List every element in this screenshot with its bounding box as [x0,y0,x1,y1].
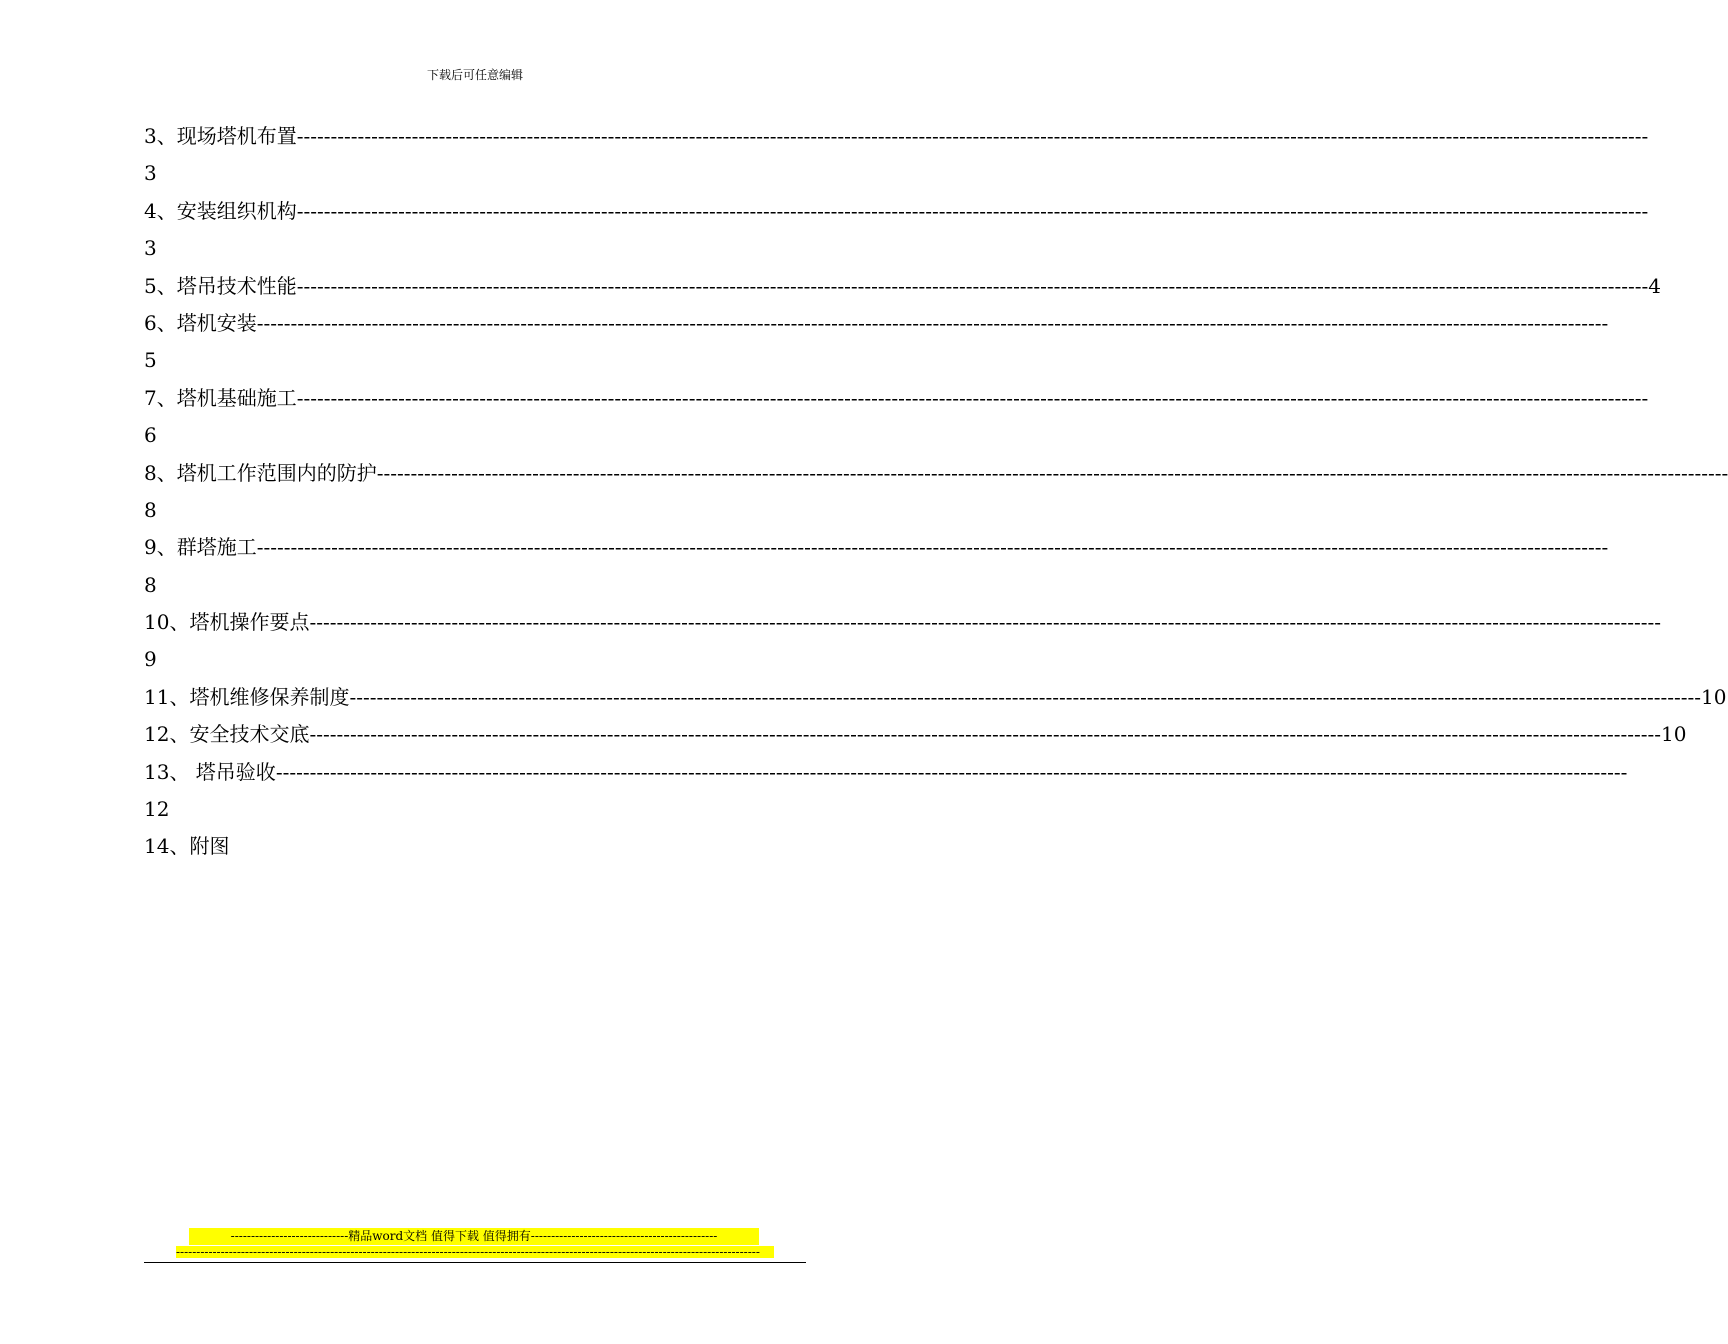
toc-entry-page: 10 [1701,684,1727,709]
toc-entry-title: 10、塔机操作要点 [144,610,310,635]
toc-entry [144,455,1728,530]
toc-entry-title: 8、塔机工作范围内的防护 [144,460,377,485]
toc-entry-page: 5 [144,348,157,373]
toc-leader: -------------------------------------------------------------------------------------------------------------------------------------------------------------------------------------------------------- [309,610,1662,635]
toc-entry-title: 11、塔机维修保养制度 [144,684,350,709]
toc-entry-title: 3、现场塔机布置 [144,124,297,148]
toc-leader: -------------------------------------------------------------------------------------------------------------------------------------------------------------------------------------------------------- [309,722,1662,747]
footer-dashes: ------------------------------------------------------------------------------------------------------------------------------------------------ [176,1246,774,1258]
toc-leader: -------------------------------------------------------------------------------------------------------------------------------------------------------------------------------------------------------- [296,273,1649,298]
toc-leader: -------------------------------------------------------------------------------------------------------------------------------------------------------------------------------------------------------- [296,385,1649,410]
page-header: 下载后可任意编辑 [426,68,523,82]
toc-entry-title: 7、塔机基础施工 [144,385,297,410]
toc-leader: -------------------------------------------------------------------------------------------------------------------------------------------------------------------------------------------------------- [256,310,1609,335]
toc-entry [144,305,1609,380]
toc-entry [144,118,1649,193]
toc-entry-page: 9 [144,647,157,672]
toc-entry [144,754,1628,829]
toc-entry-page: 10 [1661,722,1687,747]
footer-banner: -----------------------------精品word文档 值得下载 值得拥有---------------------------------------------- [189,1228,759,1245]
toc-leader: -------------------------------------------------------------------------------------------------------------------------------------------------------------------------------------------------------- [256,535,1609,560]
footer-rule [144,1262,806,1263]
toc-entry-page: 12 [144,797,170,822]
toc-entry [144,679,1727,716]
table-of-contents [144,118,1728,866]
toc-entry-title: 12、安全技术交底 [144,722,310,747]
toc-entry [144,828,806,865]
toc-entry-page: 3 [144,161,157,186]
toc-entry [144,268,1662,305]
toc-leader: -------------------------------------------------------------------------------------------------------------------------------------------------------------------------------------------------------- [376,460,1728,485]
toc-leader: -------------------------------------------------------------------------------------------------------------------------------------------------------------------------------------------------------- [275,759,1628,784]
toc-entry [144,529,1609,604]
toc-leader: -------------------------------------------------------------------------------------------------------------------------------------------------------------------------------------------------------- [296,124,1649,148]
toc-entry [144,604,1662,679]
toc-entry-page: 6 [144,423,157,448]
toc-entry [144,193,1649,268]
toc-entry [144,716,1687,753]
toc-entry-title: 4、安装组织机构 [144,198,297,223]
toc-entry-title: 6、塔机安装 [144,310,257,335]
toc-entry-page: 3 [144,236,157,261]
toc-entry-title: 14、附图 [144,834,230,859]
toc-entry-title: 9、群塔施工 [144,535,257,560]
toc-entry-page: 4 [1648,273,1662,298]
toc-entry-page: 8 [144,497,157,522]
toc-leader: -------------------------------------------------------------------------------------------------------------------------------------------------------------------------------------------------------- [296,198,1649,223]
toc-entry [144,380,1649,455]
toc-entry-title: 13、 塔吊验收 [144,759,276,784]
toc-entry-title: 5、塔吊技术性能 [144,273,297,298]
toc-leader: -------------------------------------------------------------------------------------------------------------------------------------------------------------------------------------------------------- [349,684,1702,709]
toc-entry-page: 8 [144,572,157,597]
